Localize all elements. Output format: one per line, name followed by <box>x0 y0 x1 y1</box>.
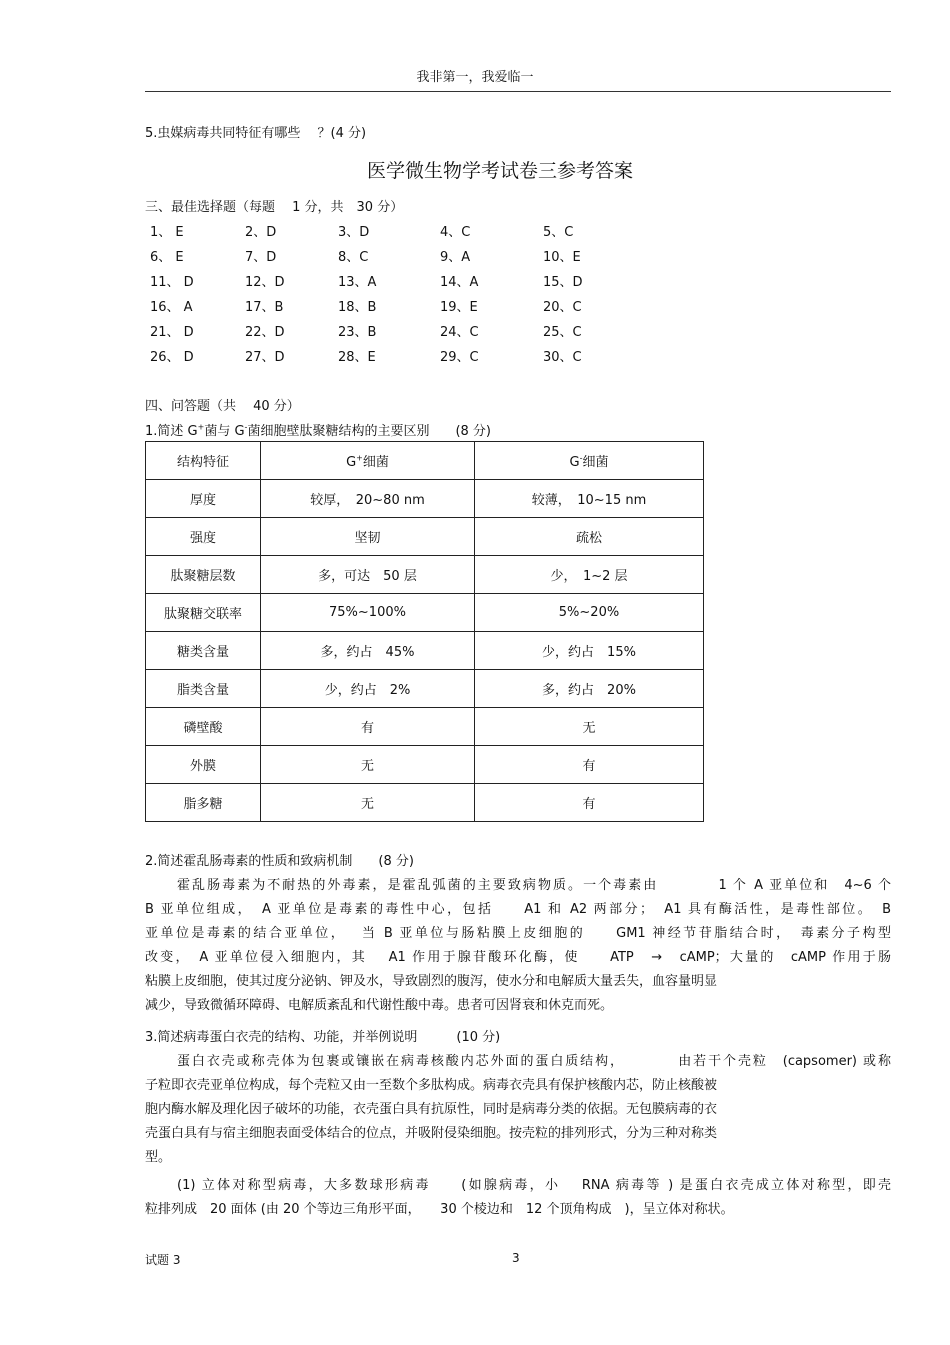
answer-row <box>145 246 615 271</box>
answer-item: 2、D <box>245 225 277 240</box>
answer-item: 18、B <box>338 300 377 315</box>
q1-post: 菌细胞壁肽聚糖结构的主要区别 (8 分) <box>247 424 491 439</box>
question-3-block <box>145 1026 891 1222</box>
table-cell: 较厚， 20~80 nm <box>261 480 475 518</box>
answer-item: 9、A <box>440 250 471 265</box>
answer-row <box>145 221 615 246</box>
section-4-heading: 四、问答题（共 40 分） <box>145 399 300 414</box>
q1-mid: 菌与 G <box>204 424 245 439</box>
header-g-label: G <box>346 455 357 470</box>
table-cell: 多，约占 20% <box>475 670 704 708</box>
paragraph-line: 胞内酶水解及理化因子破坏的功能，衣壳蛋白具有抗原性，同时是病毒分类的依据。无包膜病毒的衣 <box>145 1102 718 1117</box>
comparison-table <box>145 441 704 822</box>
table-cell: 多，可达 50 层 <box>261 556 475 594</box>
answer-item: 14、A <box>440 275 479 290</box>
paragraph-line: 亚单位是毒素的结合亚单位， 当 B 亚单位与肠粘膜上皮细胞的 GM1 神经节苷脂结合时， 毒素分子构型 <box>145 926 891 941</box>
table-cell: 有 <box>475 784 704 822</box>
paragraph-line: 型。 <box>145 1150 172 1165</box>
table-cell: 糖类含量 <box>146 632 261 670</box>
table-cell: 外膜 <box>146 746 261 784</box>
answer-item: 24、C <box>440 325 479 340</box>
table-row <box>146 632 704 670</box>
header-tail: 细菌 <box>582 455 609 470</box>
answer-item: 26、 D <box>150 350 194 365</box>
answer-row <box>145 346 615 371</box>
answer-item: 13、A <box>338 275 377 290</box>
paragraph-line: 壳蛋白具有与宿主细胞表面受体结合的位点，并吸附侵染细胞。按壳粒的排列形式，分为三种对称类 <box>145 1126 718 1141</box>
answer-item: 25、C <box>543 325 582 340</box>
table-cell: 坚韧 <box>261 518 475 556</box>
question-3-title: 3.简述病毒蛋白衣壳的结构、功能，并举例说明 (10 分) <box>145 1030 501 1045</box>
footer-label: 试题 3 <box>145 1253 181 1267</box>
answer-item: 5、C <box>543 225 574 240</box>
table-row <box>146 784 704 822</box>
page-title: 医学微生物学考试卷三参考答案 <box>366 160 633 182</box>
table-cell: 肽聚糖层数 <box>146 556 261 594</box>
table-cell: 脂类含量 <box>146 670 261 708</box>
answer-item: 20、C <box>543 300 582 315</box>
q1-sup-plus: + <box>197 422 205 432</box>
paragraph-line: 改变， A 亚单位侵入细胞内，其 A1 作用于腺苷酸环化酶，使 ATP → cAMP；大量的 cAMP 作用于肠 <box>145 950 891 965</box>
answer-item: 10、E <box>543 250 581 265</box>
table-cell: 脂多糖 <box>146 784 261 822</box>
page-number: 3 <box>512 1251 520 1265</box>
table-cell: 厚度 <box>146 480 261 518</box>
header-g-label: G <box>569 455 580 470</box>
answer-item: 16、 A <box>150 300 193 315</box>
answer-item: 21、 D <box>150 325 194 340</box>
answer-item: 6、 E <box>150 250 184 265</box>
question-2-block <box>145 850 891 1018</box>
table-cell: 少，约占 15% <box>475 632 704 670</box>
answer-item: 11、 D <box>150 275 194 290</box>
answer-item: 23、B <box>338 325 377 340</box>
q1-pre: 1.简述 G <box>145 424 198 439</box>
answer-item: 22、D <box>245 325 285 340</box>
table-cell: 有 <box>261 708 475 746</box>
paragraph-line: 粒排列成 20 面体 (由 20 个等边三角形平面， 30 个棱边和 12 个顶角构成 )，呈立体对称状。 <box>145 1202 734 1217</box>
q1-sup-minus: - <box>244 422 248 432</box>
answer-row <box>145 321 615 346</box>
header-sup: - <box>579 453 583 463</box>
table-cell: 5%~20% <box>475 594 704 632</box>
table-cell: 磷壁酸 <box>146 708 261 746</box>
answer-item: 28、E <box>338 350 376 365</box>
table-cell: 无 <box>261 746 475 784</box>
table-row <box>146 594 704 632</box>
table-row <box>146 518 704 556</box>
answer-item: 3、D <box>338 225 370 240</box>
table-header-cell: 结构特征 <box>146 442 261 480</box>
table-header-cell <box>261 442 475 480</box>
section-3-heading: 三、最佳选择题（每题 1 分，共 30 分） <box>145 200 404 215</box>
header-sup: + <box>356 453 363 463</box>
table-cell: 强度 <box>146 518 261 556</box>
answer-item: 12、D <box>245 275 285 290</box>
table-row <box>146 556 704 594</box>
table-header-cell <box>475 442 704 480</box>
answer-item: 1、 E <box>150 225 184 240</box>
answer-row <box>145 296 615 321</box>
answer-item: 17、B <box>245 300 284 315</box>
paragraph-line: 粘膜上皮细胞，使其过度分泌钠、钾及水，导致剧烈的腹泻，使水分和电解质大量丢失，血容量明显 <box>145 974 718 989</box>
table-row <box>146 480 704 518</box>
page-header: 我非第一，我爱临一 <box>416 70 534 85</box>
answer-row <box>145 271 615 296</box>
table-cell: 少，约占 2% <box>261 670 475 708</box>
answer-item: 27、D <box>245 350 285 365</box>
answer-item: 4、C <box>440 225 471 240</box>
answer-item: 29、C <box>440 350 479 365</box>
table-cell: 疏松 <box>475 518 704 556</box>
table-cell: 肽聚糖交联率 <box>146 594 261 632</box>
answer-grid <box>145 221 615 371</box>
table-cell: 75%~100% <box>261 594 475 632</box>
answer-item: 19、E <box>440 300 478 315</box>
paragraph-line: 子粒即衣壳亚单位构成，每个壳粒又由一至数个多肽构成。病毒衣壳具有保护核酸内芯，防止核酸被 <box>145 1078 718 1093</box>
table-row <box>146 708 704 746</box>
answer-item: 30、C <box>543 350 582 365</box>
header-rule <box>145 91 891 92</box>
answer-item: 7、D <box>245 250 277 265</box>
answer-item: 15、D <box>543 275 583 290</box>
question-2-title: 2.简述霍乱肠毒素的性质和致病机制 (8 分) <box>145 854 414 869</box>
table-cell: 多，约占 45% <box>261 632 475 670</box>
paragraph-line: 减少，导致微循环障碍、电解质紊乱和代谢性酸中毒。患者可因肾衰和休克而死。 <box>145 998 614 1013</box>
table-cell: 无 <box>261 784 475 822</box>
table-cell: 无 <box>475 708 704 746</box>
paragraph-line: (1) 立体对称型病毒，大多数球形病毒 (如腺病毒，小 RNA 病毒等 ) 是蛋白衣壳成立体对称型，即壳 <box>177 1178 891 1193</box>
question-5: 5.虫媒病毒共同特征有哪些 ？(4 分) <box>145 126 367 141</box>
paragraph-line: 蛋白衣壳或称壳体为包裹或镶嵌在病毒核酸内芯外面的蛋白质结构， 由若干个壳粒 (capsomer) 或称 <box>177 1054 891 1069</box>
table-row <box>146 670 704 708</box>
question-1 <box>145 420 491 439</box>
table-row <box>146 746 704 784</box>
table-cell: 有 <box>475 746 704 784</box>
answer-item: 8、C <box>338 250 369 265</box>
paragraph-line: 霍乱肠毒素为不耐热的外毒素，是霍乱弧菌的主要致病物质。一个毒素由 1 个 A 亚单位和 4~6 个 <box>177 878 891 893</box>
table-cell: 少， 1~2 层 <box>475 556 704 594</box>
table-header-row <box>146 442 704 480</box>
paragraph-line: B 亚单位组成， A 亚单位是毒素的毒性中心，包括 A1 和 A2 两部分； A1 具有酶活性，是毒性部位。 B <box>145 902 891 917</box>
table-cell: 较薄， 10~15 nm <box>475 480 704 518</box>
header-tail: 细菌 <box>362 455 389 470</box>
